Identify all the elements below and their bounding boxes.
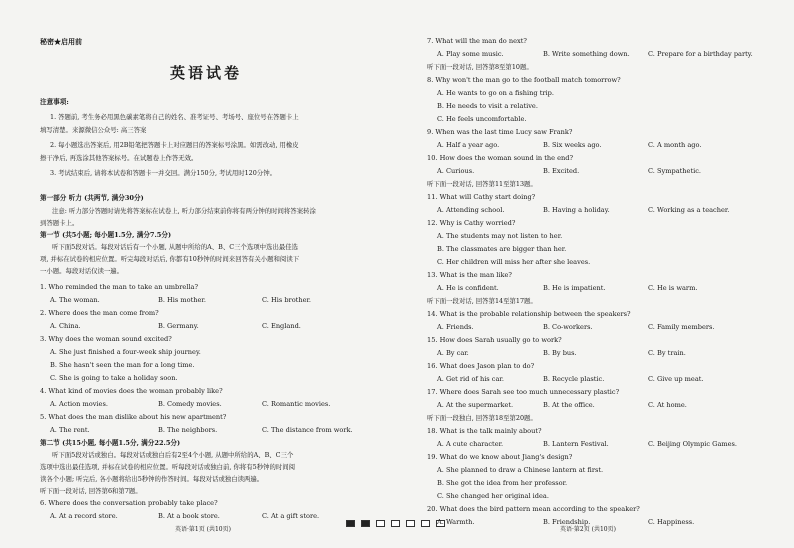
q-right-option-a: A. A cute character. <box>437 440 504 448</box>
q-right-option-a: A. Curious. <box>437 167 475 175</box>
q-right-question: 17. Where does Sarah see too much unnecessary plastic? <box>427 388 620 396</box>
q-left-question: 6. Where does the conversation probably take place? <box>40 499 218 507</box>
q-left-option-b: B. Germany. <box>158 322 199 330</box>
q-right-option-c: C. A month ago. <box>648 141 702 149</box>
q-right-question: 8. Why won't the man go to the football match tomorrow? <box>427 76 621 84</box>
q-right-option: B. He needs to visit a relative. <box>437 102 538 110</box>
q-right-question: 14. What is the probable relationship between the speakers? <box>427 310 631 318</box>
part1-intro: 到答题卡上。 <box>40 219 79 227</box>
q-left-question: 3. Why does the woman sound excited? <box>40 335 172 343</box>
q-left-option: B. She hasn't seen the man for a long time. <box>50 361 195 369</box>
q-left-option-c: C. At a gift store. <box>262 512 320 520</box>
q-right-question: 18. What is the talk mainly about? <box>427 427 542 435</box>
section1-intro: 项, 并标在试卷的相应位置。听完每段对话后, 你都有10秒钟的时间来回答有关小题和阅读下 <box>40 255 300 263</box>
q-right-option-a: A. Get rid of his car. <box>437 375 504 383</box>
q-right-option: B. She got the idea from her professor. <box>437 479 568 487</box>
part1-intro: 注意: 听力部分答题时请先将答案标在试卷上, 听力部分结束前你将有两分钟的时间将答案转涂 <box>52 207 316 215</box>
q-right-question: 15. How does Sarah usually go to work? <box>427 336 562 344</box>
page-footer-left: 英语·第1页 (共10页) <box>175 526 231 533</box>
q-right-question: 19. What do we know about Jiang's design? <box>427 453 573 461</box>
q-right-question: 10. How does the woman sound in the end? <box>427 154 574 162</box>
page-title: 英语试卷 <box>170 64 243 82</box>
q-left-option: A. She just finished a four-week ship journey. <box>50 348 201 356</box>
q-right-option-b: B. Excited. <box>543 167 580 175</box>
section-note: 听下面一段对话, 回答第11至第13题。 <box>427 180 537 188</box>
q-right-question: 12. Why is Cathy worried? <box>427 219 516 227</box>
q-right-option-b: B. By bus. <box>543 349 577 357</box>
q-left-option: C. She is going to take a holiday soon. <box>50 374 178 382</box>
q-left-option-c: C. Romantic movies. <box>262 400 331 408</box>
page-footer-right: 英语·第2页 (共10页) <box>560 526 616 533</box>
q-left-option-c: C. The distance from work. <box>262 426 353 434</box>
notes-line: 3. 考试结束后, 请将本试卷和答题卡一并交回。满分150分, 考试用时120分钟。 <box>50 169 276 177</box>
notes-line: 填写清楚。来源微信公众号: 高三答案 <box>40 126 147 134</box>
q-right-option-c: C. Happiness. <box>648 518 695 526</box>
q-right-option-a: A. He is confident. <box>437 284 499 292</box>
q-left-question: 4. What kind of movies does the woman probably like? <box>40 387 223 395</box>
q-right-option-c: C. At home. <box>648 401 687 409</box>
q-right-option-c: C. By train. <box>648 349 686 357</box>
q-right-option: A. He wants to go on a fishing trip. <box>437 89 554 97</box>
notes-heading: 注意事项: <box>40 98 69 106</box>
q-right-option-a: A. Warmth. <box>437 518 475 526</box>
q-right-option-a: A. Attending school. <box>437 206 505 214</box>
section-note: 听下面一段对话, 回答第14至第17题。 <box>427 297 537 305</box>
q-right-option-c: C. Working as a teacher. <box>648 206 730 214</box>
q-right-question: 16. What does Jason plan to do? <box>427 362 535 370</box>
q-right-option-b: B. Write something down. <box>543 50 630 58</box>
q-right-option: C. Her children will miss her after she leaves. <box>437 258 591 266</box>
q-right-option-b: B. At the office. <box>543 401 595 409</box>
q-right-question: 9. When was the last time Lucy saw Frank? <box>427 128 573 136</box>
q-right-option: A. The students may not listen to her. <box>437 232 563 240</box>
q-right-option-c: C. Beijing Olympic Games. <box>648 440 738 448</box>
q-right-option-c: C. Prepare for a birthday party. <box>648 50 753 58</box>
q-right-option-a: A. Half a year ago. <box>437 141 500 149</box>
q-right-question: 7. What will the man do next? <box>427 37 527 45</box>
part1-heading: 第一部分 听力 (共两节, 满分30分) <box>40 194 144 202</box>
section-note: 听下面一段独白, 回答第18至第20题。 <box>427 414 537 422</box>
q-right-option-b: B. Six weeks ago. <box>543 141 602 149</box>
q-right-option-c: C. Sympathetic. <box>648 167 701 175</box>
q-right-option: C. She changed her original idea. <box>437 492 549 500</box>
q-right-option-a: A. Play some music. <box>437 50 504 58</box>
section2-intro: 选项中选出最佳选项, 并标在试卷的相应位置。听每段对话或独白前, 你将有5秒钟的时间阅 <box>40 463 296 471</box>
q-right-option: B. The classmates are bigger than her. <box>437 245 567 253</box>
q-right-option-b: B. Recycle plastic. <box>543 375 605 383</box>
q-right-option-a: A. At the supermarket. <box>437 401 514 409</box>
section2-heading: 第二节 (共15小题, 每小题1.5分, 满分22.5分) <box>40 439 181 447</box>
q-right-question: 13. What is the man like? <box>427 271 512 279</box>
q-right-option-b: B. Having a holiday. <box>543 206 610 214</box>
q-right-option-b: B. He is impatient. <box>543 284 606 292</box>
q-left-question: 1. Who reminded the man to take an umbrella? <box>40 283 199 291</box>
q-right-option-a: A. Friends. <box>437 323 474 331</box>
section1-intro: 听下面5段对话。每段对话后有一个小题, 从题中所给的A、B、C三个选项中选出最佳选 <box>52 243 299 251</box>
q-right-question: 20. What does the bird pattern mean according to the speaker? <box>427 505 640 513</box>
q-left-option-a: A. Action movies. <box>50 400 108 408</box>
q-left-option-a: A. China. <box>50 322 81 330</box>
q-right-option-b: B. Lantern Festival. <box>543 440 609 448</box>
notes-line: 1. 答题前, 考生务必用黑色碳素笔将自己的姓名、准考证号、考场号、座位号在答题卡上 <box>50 113 299 121</box>
q-left-option-a: A. At a record store. <box>50 512 118 520</box>
section1-intro: 一小题。每段对话仅读一遍。 <box>40 267 124 275</box>
q-right-option-a: A. By car. <box>437 349 469 357</box>
q-left-option-b: B. The neighbors. <box>158 426 218 434</box>
q-right-option-b: B. Co-workers. <box>543 323 593 331</box>
notes-line: 擦干净后, 再选涂其他答案标号。在试题卷上作答无效。 <box>40 154 198 162</box>
q-left-option-b: B. Comedy movies. <box>158 400 222 408</box>
q-left-question: 2. Where does the man come from? <box>40 309 159 317</box>
q-left-option-a: A. The woman. <box>50 296 100 304</box>
q-left-option-b: B. At a book store. <box>158 512 220 520</box>
q-right-option: C. He feels uncomfortable. <box>437 115 527 123</box>
page-right <box>400 0 794 548</box>
section-note: 听下面一段对话, 回答第8至第10题。 <box>427 63 533 71</box>
q-right-option-c: C. Family members. <box>648 323 715 331</box>
section2-intro: 听下面5段对话或独白。每段对话或独白后有2至4个小题, 从题中所给的A、B、C三个 <box>52 451 294 459</box>
q-right-question: 11. What will Cathy start doing? <box>427 193 536 201</box>
q-right-option-c: C. He is warm. <box>648 284 698 292</box>
q-right-option: A. She planned to draw a Chinese lantern at first. <box>437 466 604 474</box>
q-left-option-c: C. England. <box>262 322 301 330</box>
section1-heading: 第一节 (共5小题; 每小题1.5分, 满分7.5分) <box>40 231 172 239</box>
confidential-label: 秘密★启用前 <box>40 37 82 46</box>
q-left-option-b: B. His mother. <box>158 296 206 304</box>
q-left-option-a: A. The rent. <box>50 426 90 434</box>
section2-intro: 听下面一段对话, 回答第6和第7题。 <box>40 487 142 495</box>
q-right-option-c: C. Give up meat. <box>648 375 704 383</box>
q-right-option-b: B. Friendship. <box>543 518 591 526</box>
section2-intro: 读各个小题; 听完后, 各小题将给出5秒钟的作答时间。每段对话或独白读两遍。 <box>40 475 264 483</box>
q-left-option-c: C. His brother. <box>262 296 312 304</box>
q-left-question: 5. What does the man dislike about his new apartment? <box>40 413 227 421</box>
notes-line: 2. 每小题选出答案后, 用2B铅笔把答题卡上对应题目的答案标号涂黑。如需改动, 用橡皮 <box>50 141 299 149</box>
